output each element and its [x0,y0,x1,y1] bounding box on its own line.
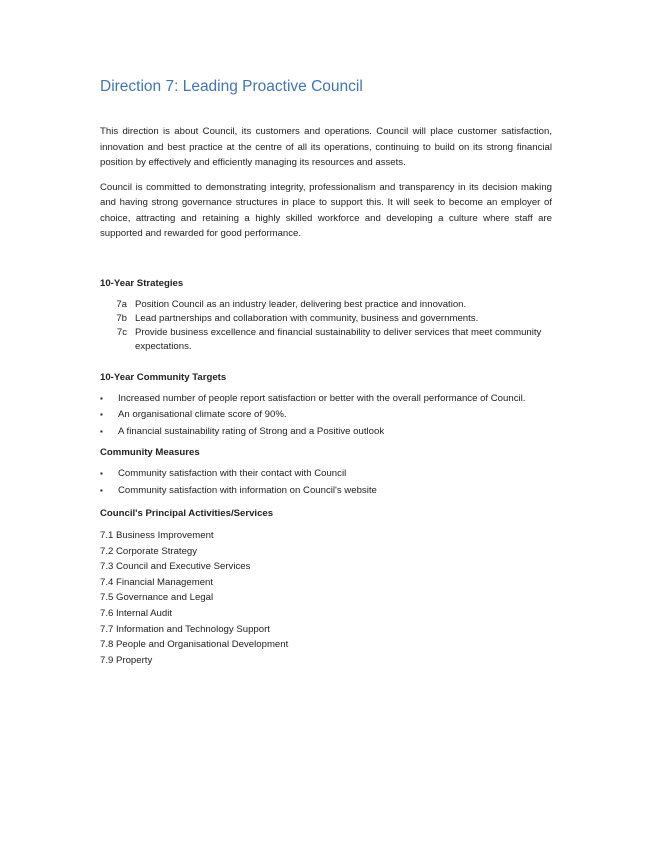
strategy-text: Provide business excellence and financial sustainability to deliver services that meet community expectations. [135,326,542,352]
page-content [100,78,552,668]
strategy-number: 7c [116,326,127,338]
activity-item: 7.8 People and Organisational Development [100,639,289,651]
target-text: A financial sustainability rating of Strong and a Positive outlook [118,425,385,437]
target-item [100,425,552,440]
targets-heading: 10-Year Community Targets [100,371,227,383]
activity-item: 7.7 Information and Technology Support [100,623,270,635]
activity-item: 7.1 Business Improvement [100,530,214,541]
target-item [100,392,552,407]
activity-item: 7.9 Property [100,654,153,666]
measure-item [100,484,552,499]
bullet-icon: ▪ [100,485,103,495]
strategy-item [100,298,552,312]
measures-heading: Community Measures [100,447,200,458]
strategy-number: 7b [116,312,127,324]
intro-paragraph-1: This direction is about Council, its customers and operations. Council will place customer satisfaction, innovation and best practice at the centre of all its operations, continuing to build on its strong financial position by effectively and efficiently managing its resources and assets. [100,126,552,168]
activities-heading: Council's Principal Activities/Services [100,508,274,519]
strategies-list [100,298,552,354]
measures-list [100,467,552,498]
activity-item: 7.5 Governance and Legal [100,592,214,604]
measure-item [100,467,552,482]
strategy-number: 7a [116,298,127,310]
target-text: An organisational climate score of 90%. [118,409,287,420]
strategy-item [100,326,552,354]
measure-text: Community satisfaction with their contact with Council [118,468,347,479]
strategy-text: Position Council as an industry leader, delivering best practice and innovation. [135,298,467,310]
activity-item: 7.4 Financial Management [100,576,214,588]
activity-item: 7.6 Internal Audit [100,607,173,619]
bullet-icon: ▪ [100,426,103,436]
intro-paragraph-2: Council is committed to demonstrating integrity, professionalism and transparency in its decision making and having strong governance structures in place to support this. It will seek to become an employer of choice, attracting and retaining a highly skilled workforce and developing a culture where staff are supported and rewarded for good performance. [100,181,552,239]
measure-text: Community satisfaction with information on Council's website [118,484,377,496]
strategies-heading: 10-Year Strategies [100,277,184,289]
bullet-icon: ▪ [100,469,103,478]
bullet-icon: ▪ [100,410,103,419]
page-title: Direction 7: Leading Proactive Council [100,78,363,95]
activities-list [100,528,552,668]
bullet-icon: ▪ [100,393,103,403]
strategy-item [100,312,552,326]
strategy-text: Lead partnerships and collaboration with community, business and governments. [135,312,479,324]
target-text: Increased number of people report satisfaction or better with the overall performance of Council. [118,392,526,404]
activity-item: 7.3 Council and Executive Services [100,561,251,573]
target-item [100,408,552,423]
targets-list [100,392,552,440]
activity-item: 7.2 Corporate Strategy [100,545,198,557]
